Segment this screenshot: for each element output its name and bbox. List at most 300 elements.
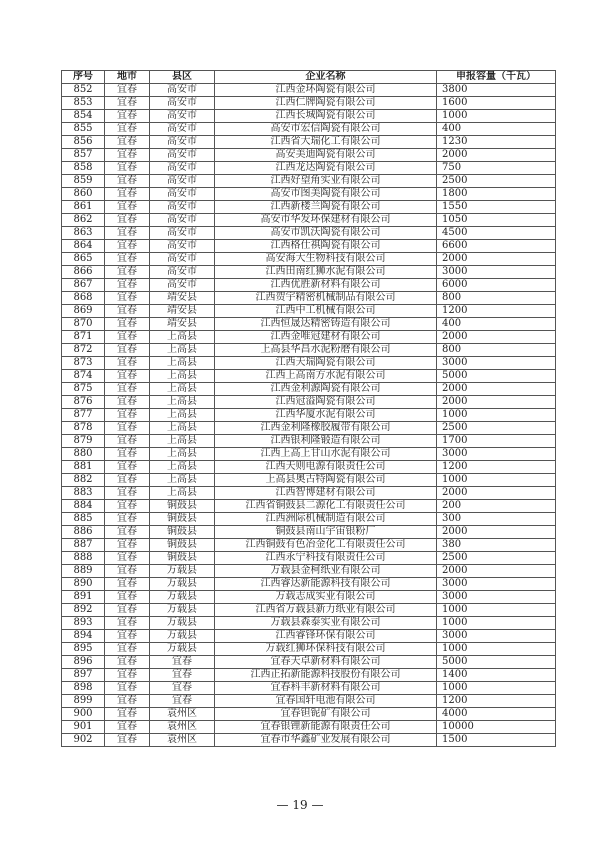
cell-city: 宜春	[105, 305, 150, 318]
cell-capacity: 1800	[437, 188, 556, 201]
cell-company: 江西银利隆锻造有限公司	[215, 435, 437, 448]
cell-seq: 881	[62, 461, 105, 474]
cell-city: 宜春	[105, 123, 150, 136]
cell-capacity: 2000	[437, 383, 556, 396]
cell-seq: 875	[62, 383, 105, 396]
cell-capacity: 2500	[437, 175, 556, 188]
cell-county: 万载县	[150, 565, 215, 578]
cell-county: 高安市	[150, 149, 215, 162]
table-body	[62, 84, 556, 747]
cell-city: 宜春	[105, 617, 150, 630]
cell-company: 江西田南红狮水泥有限公司	[215, 266, 437, 279]
cell-capacity: 1700	[437, 435, 556, 448]
cell-company: 宜春钽铌矿有限公司	[215, 708, 437, 721]
cell-company: 江西睿锋环保有限公司	[215, 630, 437, 643]
cell-city: 宜春	[105, 578, 150, 591]
cell-county: 上高县	[150, 344, 215, 357]
table-row	[62, 123, 556, 136]
table-row	[62, 396, 556, 409]
cell-city: 宜春	[105, 201, 150, 214]
cell-county: 万载县	[150, 617, 215, 630]
table-row	[62, 643, 556, 656]
cell-company: 高安市宏信陶瓷有限公司	[215, 123, 437, 136]
cell-city: 宜春	[105, 734, 150, 747]
table-row	[62, 409, 556, 422]
cell-city: 宜春	[105, 552, 150, 565]
table-row	[62, 383, 556, 396]
cell-seq: 901	[62, 721, 105, 734]
cell-company: 江西洲际机械制造有限公司	[215, 513, 437, 526]
cell-company: 江西华厦水泥有限公司	[215, 409, 437, 422]
cell-county: 上高县	[150, 383, 215, 396]
cell-seq: 855	[62, 123, 105, 136]
cell-county: 铜鼓县	[150, 513, 215, 526]
cell-city: 宜春	[105, 149, 150, 162]
cell-county: 高安市	[150, 279, 215, 292]
cell-capacity: 1000	[437, 409, 556, 422]
table-row	[62, 240, 556, 253]
cell-city: 宜春	[105, 136, 150, 149]
table-row	[62, 110, 556, 123]
table-row	[62, 695, 556, 708]
cell-county: 高安市	[150, 201, 215, 214]
table-row	[62, 591, 556, 604]
cell-seq: 873	[62, 357, 105, 370]
cell-county: 铜鼓县	[150, 526, 215, 539]
cell-company: 高安美迪陶瓷有限公司	[215, 149, 437, 162]
cell-city: 宜春	[105, 435, 150, 448]
table-row	[62, 604, 556, 617]
cell-company: 江西天则电源有限责任公司	[215, 461, 437, 474]
cell-county: 高安市	[150, 136, 215, 149]
cell-seq: 857	[62, 149, 105, 162]
cell-city: 宜春	[105, 331, 150, 344]
cell-company: 江西睿达新能源科技有限公司	[215, 578, 437, 591]
table-row	[62, 552, 556, 565]
cell-city: 宜春	[105, 409, 150, 422]
cell-company: 江西上高上甘山水泥有限公司	[215, 448, 437, 461]
cell-city: 宜春	[105, 188, 150, 201]
table-row	[62, 292, 556, 305]
cell-company: 江西好望角实业有限公司	[215, 175, 437, 188]
cell-capacity: 1400	[437, 669, 556, 682]
cell-company: 宜春科丰新材料有限公司	[215, 682, 437, 695]
cell-county: 万载县	[150, 578, 215, 591]
cell-capacity: 800	[437, 292, 556, 305]
cell-seq: 864	[62, 240, 105, 253]
cell-county: 高安市	[150, 253, 215, 266]
cell-capacity: 2000	[437, 565, 556, 578]
table-header	[62, 71, 556, 84]
cell-county: 上高县	[150, 448, 215, 461]
cell-company: 江西龙达陶瓷有限公司	[215, 162, 437, 175]
table-row	[62, 448, 556, 461]
cell-county: 高安市	[150, 123, 215, 136]
cell-company: 江西智博建材有限公司	[215, 487, 437, 500]
cell-city: 宜春	[105, 604, 150, 617]
cell-city: 宜春	[105, 513, 150, 526]
table-row	[62, 617, 556, 630]
cell-company: 万载志成实业有限公司	[215, 591, 437, 604]
table-row	[62, 565, 556, 578]
header-company: 企业名称	[215, 71, 437, 84]
cell-company: 江西上高南方水泥有限公司	[215, 370, 437, 383]
cell-capacity: 6000	[437, 279, 556, 292]
cell-company: 江西正拓新能源科技股份有限公司	[215, 669, 437, 682]
cell-company: 江西永宁科技有限责任公司	[215, 552, 437, 565]
cell-city: 宜春	[105, 110, 150, 123]
table-row	[62, 201, 556, 214]
cell-city: 宜春	[105, 474, 150, 487]
cell-company: 宜春银锂新能源有限责任公司	[215, 721, 437, 734]
cell-county: 高安市	[150, 175, 215, 188]
cell-city: 宜春	[105, 422, 150, 435]
cell-county: 高安市	[150, 84, 215, 97]
cell-county: 宜春	[150, 695, 215, 708]
cell-county: 上高县	[150, 474, 215, 487]
cell-seq: 853	[62, 97, 105, 110]
cell-company: 江西长城陶瓷有限公司	[215, 110, 437, 123]
cell-city: 宜春	[105, 656, 150, 669]
table-row	[62, 513, 556, 526]
table-row	[62, 149, 556, 162]
cell-seq: 877	[62, 409, 105, 422]
cell-seq: 876	[62, 396, 105, 409]
cell-city: 宜春	[105, 396, 150, 409]
cell-city: 宜春	[105, 97, 150, 110]
cell-company: 万载红狮环保科技有限公司	[215, 643, 437, 656]
cell-county: 靖安县	[150, 305, 215, 318]
cell-seq: 852	[62, 84, 105, 97]
cell-capacity: 6600	[437, 240, 556, 253]
cell-capacity: 1200	[437, 461, 556, 474]
cell-city: 宜春	[105, 84, 150, 97]
cell-capacity: 800	[437, 344, 556, 357]
report-table-container	[61, 70, 555, 747]
cell-capacity: 400	[437, 123, 556, 136]
cell-company: 宜春国轩电池有限公司	[215, 695, 437, 708]
cell-seq: 866	[62, 266, 105, 279]
table-row	[62, 435, 556, 448]
table-row	[62, 487, 556, 500]
cell-seq: 860	[62, 188, 105, 201]
cell-seq: 885	[62, 513, 105, 526]
cell-capacity: 3000	[437, 591, 556, 604]
table-row	[62, 188, 556, 201]
cell-company: 江西金利源陶瓷有限公司	[215, 383, 437, 396]
cell-company: 江西金唯冠建材有限公司	[215, 331, 437, 344]
cell-company: 江西省铜鼓县二源化工有限责任公司	[215, 500, 437, 513]
cell-company: 宜春天卓新材料有限公司	[215, 656, 437, 669]
cell-capacity: 2000	[437, 149, 556, 162]
cell-capacity: 2500	[437, 552, 556, 565]
cell-seq: 869	[62, 305, 105, 318]
cell-company: 江西仁牌陶瓷有限公司	[215, 97, 437, 110]
cell-seq: 862	[62, 214, 105, 227]
cell-city: 宜春	[105, 175, 150, 188]
cell-city: 宜春	[105, 461, 150, 474]
header-capacity: 申报容量（千瓦）	[437, 71, 556, 84]
cell-county: 铜鼓县	[150, 539, 215, 552]
cell-city: 宜春	[105, 227, 150, 240]
cell-county: 袁州区	[150, 708, 215, 721]
cell-seq: 861	[62, 201, 105, 214]
table-row	[62, 656, 556, 669]
cell-city: 宜春	[105, 266, 150, 279]
cell-company: 高安海大生物科技有限公司	[215, 253, 437, 266]
cell-seq: 893	[62, 617, 105, 630]
cell-company: 江西中工机械有限公司	[215, 305, 437, 318]
cell-city: 宜春	[105, 643, 150, 656]
cell-county: 铜鼓县	[150, 552, 215, 565]
cell-county: 高安市	[150, 188, 215, 201]
cell-seq: 868	[62, 292, 105, 305]
cell-capacity: 2000	[437, 526, 556, 539]
table-row	[62, 461, 556, 474]
cell-seq: 871	[62, 331, 105, 344]
cell-city: 宜春	[105, 370, 150, 383]
table-row	[62, 708, 556, 721]
cell-city: 宜春	[105, 383, 150, 396]
cell-seq: 880	[62, 448, 105, 461]
cell-city: 宜春	[105, 279, 150, 292]
cell-capacity: 1200	[437, 695, 556, 708]
cell-capacity: 1000	[437, 617, 556, 630]
table-row	[62, 526, 556, 539]
cell-seq: 886	[62, 526, 105, 539]
table-row	[62, 266, 556, 279]
cell-seq: 859	[62, 175, 105, 188]
cell-seq: 899	[62, 695, 105, 708]
cell-county: 宜春	[150, 656, 215, 669]
cell-city: 宜春	[105, 721, 150, 734]
cell-county: 宜春	[150, 669, 215, 682]
cell-company: 江西省万载县新力纸业有限公司	[215, 604, 437, 617]
cell-city: 宜春	[105, 526, 150, 539]
table-row	[62, 318, 556, 331]
header-county: 县区	[150, 71, 215, 84]
table-row	[62, 734, 556, 747]
cell-county: 高安市	[150, 110, 215, 123]
cell-county: 上高县	[150, 370, 215, 383]
table-row	[62, 162, 556, 175]
cell-county: 高安市	[150, 214, 215, 227]
cell-capacity: 380	[437, 539, 556, 552]
cell-company: 江西铜鼓有色冶金化工有限责任公司	[215, 539, 437, 552]
cell-capacity: 5000	[437, 370, 556, 383]
cell-county: 高安市	[150, 162, 215, 175]
table-row	[62, 305, 556, 318]
cell-county: 靖安县	[150, 292, 215, 305]
cell-county: 上高县	[150, 331, 215, 344]
cell-seq: 889	[62, 565, 105, 578]
cell-company: 万载县森泰实业有限公司	[215, 617, 437, 630]
table-row	[62, 331, 556, 344]
cell-county: 宜春	[150, 682, 215, 695]
cell-city: 宜春	[105, 448, 150, 461]
cell-capacity: 2000	[437, 331, 556, 344]
cell-company: 江西冠溢陶瓷有限公司	[215, 396, 437, 409]
cell-capacity: 4500	[437, 227, 556, 240]
cell-county: 万载县	[150, 643, 215, 656]
cell-seq: 882	[62, 474, 105, 487]
cell-capacity: 750	[437, 162, 556, 175]
cell-county: 上高县	[150, 461, 215, 474]
cell-city: 宜春	[105, 565, 150, 578]
cell-city: 宜春	[105, 162, 150, 175]
cell-seq: 879	[62, 435, 105, 448]
page-number: — 19 —	[276, 798, 324, 812]
cell-county: 高安市	[150, 97, 215, 110]
cell-county: 袁州区	[150, 734, 215, 747]
cell-county: 铜鼓县	[150, 500, 215, 513]
table-row	[62, 227, 556, 240]
cell-capacity: 400	[437, 318, 556, 331]
table-row	[62, 669, 556, 682]
cell-seq: 856	[62, 136, 105, 149]
cell-city: 宜春	[105, 357, 150, 370]
header-city: 地市	[105, 71, 150, 84]
cell-county: 上高县	[150, 435, 215, 448]
cell-capacity: 1230	[437, 136, 556, 149]
cell-city: 宜春	[105, 253, 150, 266]
header-seq: 序号	[62, 71, 105, 84]
cell-capacity: 1000	[437, 474, 556, 487]
cell-company: 高安市图美陶瓷有限公司	[215, 188, 437, 201]
cell-company: 江西新楼兰陶瓷有限公司	[215, 201, 437, 214]
cell-capacity: 1200	[437, 305, 556, 318]
cell-company: 高安市凯沃陶瓷有限公司	[215, 227, 437, 240]
cell-capacity: 1000	[437, 643, 556, 656]
table-row	[62, 97, 556, 110]
cell-capacity: 10000	[437, 721, 556, 734]
table-row	[62, 136, 556, 149]
cell-company: 宜春市华鑫矿业发展有限公司	[215, 734, 437, 747]
cell-seq: 894	[62, 630, 105, 643]
cell-seq: 887	[62, 539, 105, 552]
cell-capacity: 2500	[437, 422, 556, 435]
cell-seq: 872	[62, 344, 105, 357]
cell-city: 宜春	[105, 500, 150, 513]
table-row	[62, 214, 556, 227]
cell-seq: 896	[62, 656, 105, 669]
cell-city: 宜春	[105, 695, 150, 708]
cell-seq: 874	[62, 370, 105, 383]
table-row	[62, 630, 556, 643]
cell-county: 高安市	[150, 227, 215, 240]
cell-seq: 870	[62, 318, 105, 331]
cell-seq: 892	[62, 604, 105, 617]
cell-capacity: 1000	[437, 604, 556, 617]
cell-capacity: 3000	[437, 578, 556, 591]
table-row	[62, 539, 556, 552]
cell-capacity: 1500	[437, 734, 556, 747]
cell-company: 上高县华昌水泥粉磨有限公司	[215, 344, 437, 357]
cell-city: 宜春	[105, 708, 150, 721]
cell-capacity: 3000	[437, 357, 556, 370]
cell-county: 上高县	[150, 487, 215, 500]
cell-capacity: 2000	[437, 396, 556, 409]
cell-city: 宜春	[105, 214, 150, 227]
cell-county: 万载县	[150, 591, 215, 604]
table-row	[62, 357, 556, 370]
cell-seq: 888	[62, 552, 105, 565]
cell-capacity: 200	[437, 500, 556, 513]
cell-capacity: 1600	[437, 97, 556, 110]
cell-seq: 891	[62, 591, 105, 604]
cell-seq: 878	[62, 422, 105, 435]
cell-capacity: 3000	[437, 630, 556, 643]
cell-seq: 854	[62, 110, 105, 123]
cell-seq: 884	[62, 500, 105, 513]
cell-capacity: 4000	[437, 708, 556, 721]
cell-company: 上高县奥古特陶瓷有限公司	[215, 474, 437, 487]
cell-seq: 865	[62, 253, 105, 266]
cell-city: 宜春	[105, 240, 150, 253]
cell-seq: 898	[62, 682, 105, 695]
table-row	[62, 474, 556, 487]
cell-capacity: 300	[437, 513, 556, 526]
table-row	[62, 721, 556, 734]
cell-seq: 858	[62, 162, 105, 175]
cell-capacity: 1550	[437, 201, 556, 214]
cell-county: 上高县	[150, 396, 215, 409]
table-row	[62, 84, 556, 97]
cell-seq: 867	[62, 279, 105, 292]
cell-county: 上高县	[150, 422, 215, 435]
cell-company: 高安市华发环保建材有限公司	[215, 214, 437, 227]
cell-seq: 890	[62, 578, 105, 591]
cell-county: 靖安县	[150, 318, 215, 331]
capacity-table	[61, 70, 556, 747]
cell-capacity: 3000	[437, 448, 556, 461]
cell-city: 宜春	[105, 669, 150, 682]
cell-company: 江西天瑞陶瓷有限公司	[215, 357, 437, 370]
cell-seq: 900	[62, 708, 105, 721]
cell-city: 宜春	[105, 318, 150, 331]
cell-capacity: 5000	[437, 656, 556, 669]
cell-seq: 863	[62, 227, 105, 240]
table-row	[62, 253, 556, 266]
cell-county: 万载县	[150, 630, 215, 643]
cell-city: 宜春	[105, 682, 150, 695]
table-row	[62, 370, 556, 383]
cell-county: 高安市	[150, 240, 215, 253]
table-row	[62, 500, 556, 513]
cell-city: 宜春	[105, 487, 150, 500]
table-row	[62, 422, 556, 435]
header-row	[62, 71, 556, 84]
cell-company: 万载县金柯纸业有限公司	[215, 565, 437, 578]
cell-county: 上高县	[150, 409, 215, 422]
cell-seq: 897	[62, 669, 105, 682]
cell-company: 江西省大瑞化工有限公司	[215, 136, 437, 149]
cell-seq: 902	[62, 734, 105, 747]
cell-capacity: 1000	[437, 110, 556, 123]
cell-capacity: 1000	[437, 682, 556, 695]
cell-company: 江西优胜新材料有限公司	[215, 279, 437, 292]
cell-capacity: 3000	[437, 266, 556, 279]
cell-company: 江西金利隆橡胶履带有限公司	[215, 422, 437, 435]
cell-capacity: 2000	[437, 253, 556, 266]
cell-county: 高安市	[150, 266, 215, 279]
cell-company: 江西贺宇精密机械制品有限公司	[215, 292, 437, 305]
cell-seq: 895	[62, 643, 105, 656]
cell-capacity: 2000	[437, 487, 556, 500]
cell-city: 宜春	[105, 539, 150, 552]
table-row	[62, 175, 556, 188]
cell-seq: 883	[62, 487, 105, 500]
